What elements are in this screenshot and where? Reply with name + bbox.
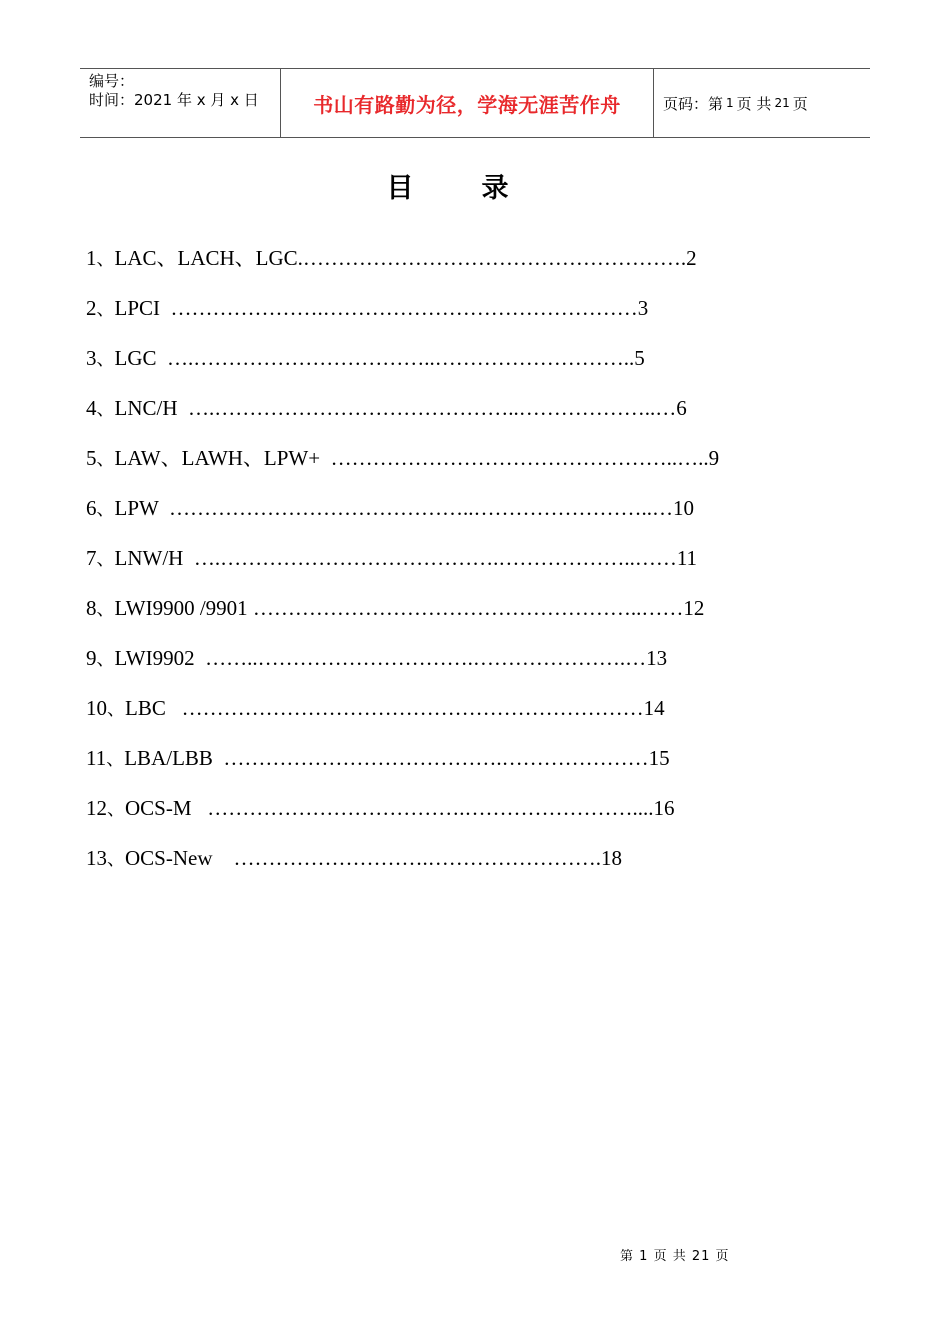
footer-mid: 页 共 <box>653 1249 687 1264</box>
toc-leader: .………………………………………………. <box>297 246 687 270</box>
toc-page-number: 10 <box>672 496 694 520</box>
page-suffix: 页 <box>792 94 808 113</box>
toc-number: 1 <box>86 246 97 270</box>
page-total: 21 <box>774 96 790 110</box>
title-char-1: 目 <box>386 173 414 204</box>
toc-page-number: 13 <box>646 646 668 670</box>
toc-leader: ……………………………….…………………….... <box>207 796 654 820</box>
toc-page-number: 3 <box>637 296 649 320</box>
toc-leader: ….……………………………………..………………..… <box>188 396 677 420</box>
toc-number: 4 <box>86 396 97 420</box>
toc-label: LBA/LBB <box>124 746 224 770</box>
toc-number: 12 <box>86 796 107 820</box>
toc-label: LBC <box>125 696 182 720</box>
toc-entry[interactable] <box>86 793 675 825</box>
toc-leader: ………………………………………………………… <box>181 696 644 720</box>
page-title <box>0 166 950 205</box>
page-mid: 页 共 <box>736 94 772 113</box>
toc-separator: 、 <box>106 749 125 770</box>
toc-label: LWI9900 /9901 <box>114 596 253 620</box>
toc-leader: ….……………………………..……………………….. <box>167 346 635 370</box>
number-label: 编号： <box>89 72 135 90</box>
footer-total: 21 <box>691 1249 711 1264</box>
toc-separator: 、 <box>96 299 115 320</box>
toc-separator: 、 <box>96 249 115 270</box>
time-line <box>89 91 280 110</box>
time-value: 2021 年 x 月 x 日 <box>134 91 259 109</box>
toc-entry[interactable] <box>86 293 648 325</box>
toc-page-number: 14 <box>643 696 665 720</box>
footer-suffix: 页 <box>715 1249 730 1264</box>
toc-separator: 、 <box>107 799 125 820</box>
toc-entry[interactable] <box>86 243 697 275</box>
toc-leader: …………………………………………..….. <box>330 446 709 470</box>
toc-number: 9 <box>86 646 97 670</box>
toc-separator: 、 <box>96 649 115 670</box>
toc-leader: ….………………………………….………………..…… <box>193 546 677 570</box>
toc-page-number: 5 <box>634 346 645 370</box>
toc-page-number: 18 <box>601 846 622 870</box>
header-meta <box>80 69 281 137</box>
toc-entry[interactable] <box>86 343 645 375</box>
toc-number: 11 <box>86 746 107 770</box>
toc-page-number: 12 <box>683 596 705 620</box>
toc-label: LNW/H <box>114 546 194 570</box>
page-current: 1 <box>726 96 734 110</box>
toc-label: OCS-New <box>125 846 234 870</box>
toc-leader: ……..………………………….………………….… <box>205 646 647 670</box>
toc-label: LAC、LACH、LGC <box>114 246 298 270</box>
toc-leader: ………………………………….………………… <box>223 746 649 770</box>
toc-entry[interactable] <box>86 393 687 425</box>
toc-number: 8 <box>86 596 97 620</box>
toc-separator: 、 <box>96 599 115 620</box>
page-header <box>80 68 870 138</box>
toc-number: 10 <box>86 696 107 720</box>
title-char-2: 录 <box>481 173 509 204</box>
toc-page-number: 9 <box>708 446 720 470</box>
toc-entry[interactable] <box>86 743 670 775</box>
footer-prefix: 第 <box>620 1249 635 1264</box>
toc-page-number: 2 <box>686 246 697 270</box>
toc-separator: 、 <box>107 849 125 870</box>
toc-page-number: 11 <box>676 546 698 570</box>
toc-number: 6 <box>86 496 97 520</box>
motto-text: 书山有路勤为径，学海无涯苦作舟 <box>313 92 621 117</box>
toc-page-number: 16 <box>653 796 675 820</box>
header-page-info <box>654 69 870 137</box>
toc-label: LNC/H <box>114 396 188 420</box>
toc-entry[interactable] <box>86 693 665 725</box>
toc-leader: ……………………….……………………. <box>233 846 601 870</box>
toc-entry[interactable] <box>86 593 704 625</box>
page-footer <box>620 1245 730 1264</box>
toc-label: OCS-M <box>125 796 208 820</box>
toc-label: LPCI <box>114 296 171 320</box>
toc-label: LAW、LAWH、LPW+ <box>114 446 331 470</box>
toc-entry[interactable] <box>86 443 719 475</box>
page-prefix: 页码：第 <box>663 94 724 113</box>
toc-label: LPW <box>114 496 169 520</box>
toc-page-number: 6 <box>676 396 687 420</box>
toc-label: LGC <box>114 346 167 370</box>
toc-separator: 、 <box>107 699 125 720</box>
toc-page-number: 15 <box>648 746 670 770</box>
toc-separator: 、 <box>96 349 115 370</box>
toc-entry[interactable] <box>86 843 622 875</box>
toc-entry[interactable] <box>86 493 694 525</box>
toc-separator: 、 <box>96 399 115 420</box>
footer-current: 1 <box>639 1249 649 1264</box>
toc-number: 7 <box>86 546 97 570</box>
toc-number: 13 <box>86 846 107 870</box>
toc-number: 5 <box>86 446 97 470</box>
toc-number: 3 <box>86 346 97 370</box>
toc-leader: ……………………………………..……………………..… <box>168 496 673 520</box>
toc-separator: 、 <box>96 549 115 570</box>
toc-separator: 、 <box>96 449 115 470</box>
toc-number: 2 <box>86 296 97 320</box>
toc-leader: ………………….……………………………………… <box>170 296 638 320</box>
time-label: 时间： <box>89 91 135 109</box>
toc-entry[interactable] <box>86 643 667 675</box>
header-motto <box>281 69 654 137</box>
toc-entry[interactable] <box>86 543 697 575</box>
toc-label: LWI9902 <box>114 646 206 670</box>
toc-leader: ………………………………………………..…… <box>252 596 684 620</box>
toc-separator: 、 <box>96 499 115 520</box>
